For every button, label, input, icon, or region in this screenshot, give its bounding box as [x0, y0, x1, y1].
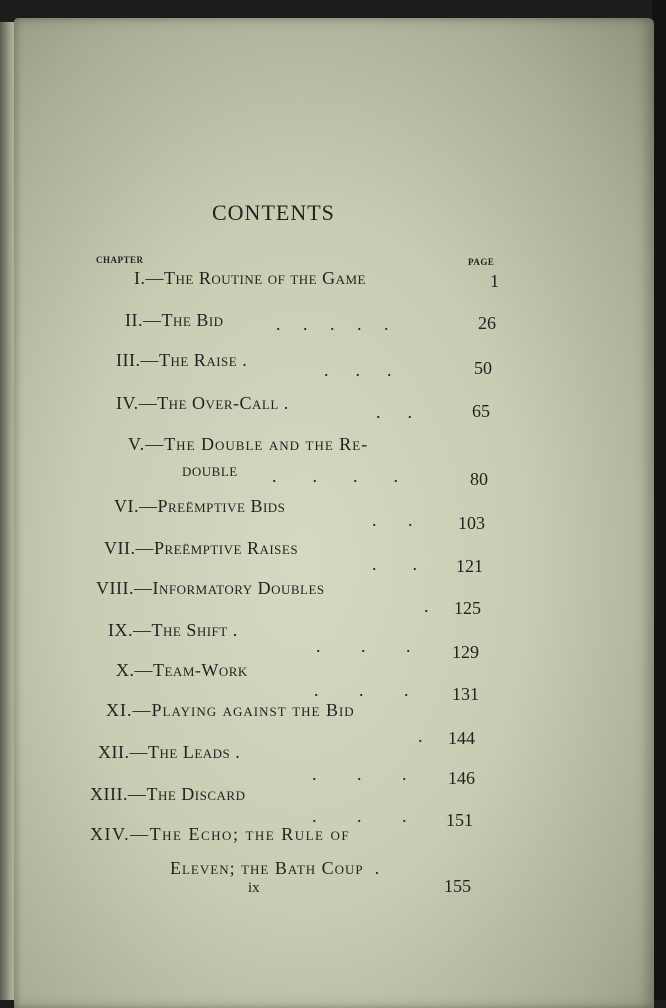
- toc-entry-title: XIII.—The Discard: [90, 784, 246, 804]
- book-edge-shadow: [652, 0, 666, 1000]
- toc-entry-title-continued: Eleven; the Bath Coup .: [170, 858, 381, 878]
- leader-dots: . . . . .: [276, 314, 389, 334]
- leader-dots: . . .: [312, 764, 407, 784]
- toc-entry-page: 80: [470, 469, 488, 489]
- leader-dots: . . .: [324, 360, 392, 380]
- toc-entry-page: 129: [452, 642, 479, 662]
- leader-dots: . . .: [314, 680, 409, 700]
- leader-dots: . .: [372, 554, 417, 574]
- toc-entry-page: 103: [458, 513, 485, 533]
- toc-entry-title: VI.—Preëmptive Bids: [114, 496, 286, 516]
- toc-entry-title: I.—The Routine of the Game: [134, 268, 366, 288]
- toc-entry-title: XI.—Playing against the Bid: [106, 700, 355, 720]
- toc-entry-title: V.—The Double and the Re-: [128, 434, 369, 454]
- toc-entry-title: II.—The Bid: [125, 310, 224, 330]
- leader-dots: . . .: [312, 806, 407, 826]
- leader-dots: . .: [372, 510, 413, 530]
- toc-entry-page: 125: [454, 598, 481, 618]
- page-folio: ix: [248, 880, 260, 896]
- toc-entry-title-continued: double: [182, 460, 238, 480]
- toc-entry-title: VIII.—Informatory Doubles: [96, 578, 325, 598]
- toc-entry-title: III.—The Raise .: [116, 350, 248, 370]
- toc-entry-title: IX.—The Shift .: [108, 620, 238, 640]
- toc-entry-page: 151: [446, 810, 473, 830]
- toc-entry-page: 155: [444, 876, 471, 896]
- toc-entry-page: 26: [478, 313, 496, 333]
- toc-entry-page: 131: [452, 684, 479, 704]
- leader-dots: . . . .: [272, 466, 398, 486]
- toc-entry-page: 121: [456, 556, 483, 576]
- toc-entry-page: 65: [472, 401, 490, 421]
- leader-dots: .: [424, 596, 429, 616]
- toc-entry-title: X.—Team-Work: [116, 660, 248, 680]
- toc-entry-page: 144: [448, 728, 475, 748]
- page-column-label: PAGE: [468, 257, 495, 267]
- toc-entry-page: 146: [448, 768, 475, 788]
- toc-entry-title: XII.—The Leads .: [98, 742, 241, 762]
- toc-entry-title: IV.—The Over-Call .: [116, 393, 289, 413]
- chapter-column-label: CHAPTER: [96, 255, 144, 265]
- toc-entry-page: 1: [490, 271, 499, 291]
- toc-entry-title: XIV.—The Echo; the Rule of: [90, 824, 351, 844]
- toc-entry-page: 50: [474, 358, 492, 378]
- leader-dots: . . .: [316, 636, 411, 656]
- leader-dots: . .: [376, 402, 412, 422]
- page-title: CONTENTS: [212, 200, 335, 225]
- leader-dots: .: [418, 726, 423, 746]
- toc-entry-title: VII.—Preëmptive Raises: [104, 538, 299, 558]
